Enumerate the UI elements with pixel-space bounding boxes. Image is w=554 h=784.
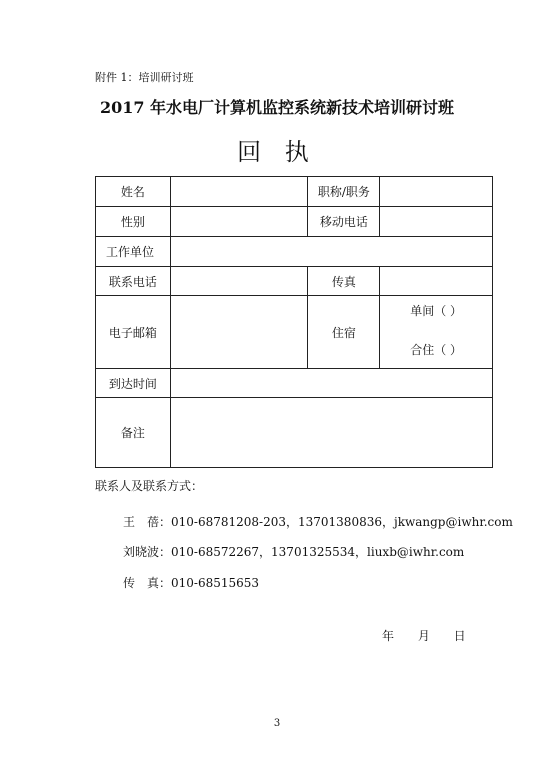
date-line: 年 月 日 [382,629,466,643]
page-number: 3 [273,718,281,729]
mobile-field[interactable] [380,207,493,237]
arrival-field[interactable] [170,369,492,398]
contact-line-1: 王 蓓：010-68781208-203，13701380836，jkwangp@iwhr.com [123,515,513,529]
lodging-options [380,296,493,369]
fax-field[interactable] [380,267,493,296]
phone-label: 联系电话 [96,267,171,296]
arrival-label: 到达时间 [96,369,171,398]
email-field[interactable] [170,296,308,369]
position-label: 职称/职务 [308,177,380,207]
remarks-field[interactable] [170,398,492,468]
fax-label: 传真 [308,267,380,296]
lodging-label: 住宿 [308,296,380,369]
phone-field[interactable] [170,267,308,296]
row-email [96,296,493,369]
document-subtitle: 回 执 [237,138,317,166]
workplace-label: 工作单位 [96,237,171,267]
contact-line-3: 传 真：010-68515653 [123,576,260,590]
row-name [96,177,493,207]
row-remarks [96,398,493,468]
name-label: 姓名 [96,177,171,207]
contact-line-2: 刘晓波：010-68572267，13701325534，liuxb@iwhr.com [123,545,465,559]
shared-room-option[interactable]: 合住（ ） [410,343,463,357]
registration-form-table [95,176,493,468]
contact-heading: 联系人及联系方式： [95,479,204,493]
row-gender [96,207,493,237]
gender-field[interactable] [170,207,308,237]
name-field[interactable] [170,177,308,207]
remarks-label: 备注 [96,398,171,468]
mobile-label: 移动电话 [308,207,380,237]
position-field[interactable] [380,177,493,207]
row-arrival [96,369,493,398]
row-workplace [96,237,493,267]
gender-label: 性别 [96,207,171,237]
email-label: 电子邮箱 [96,296,171,369]
attachment-label: 附件 1：培训研讨班 [95,71,194,84]
workplace-field[interactable] [170,237,492,267]
document-title: 2017 年水电厂计算机监控系统新技术培训研讨班 [99,98,455,117]
row-phone [96,267,493,296]
single-room-option[interactable]: 单间（ ） [410,304,463,318]
